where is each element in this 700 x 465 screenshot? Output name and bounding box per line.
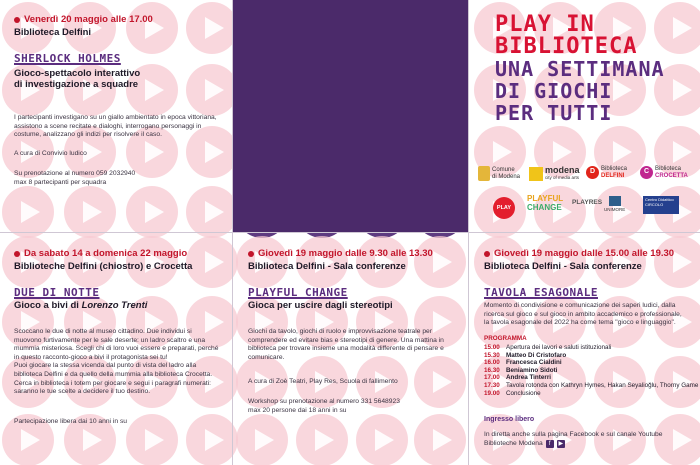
- headline-line-2: BIBLIOTECA: [495, 34, 638, 59]
- cento-logo: Centro Didattico CIRCOLO: [643, 196, 679, 214]
- due-di-notte-description: Scoccano le due di notte al museo cittadino. Due individui si muovono furtivamente per le sale deserte: un ladro scaltro e una mummia misteriosa. Scegli chi di loro vuoi essere e preparati, perché in questo racconto-gioco a bivi il protagonista sei tu! Puoi giocare la stessa vicenda dal punto di vista del ladro alla biblioteca Delfini e da quello della mummia alla biblioteca Crocetta. Cerca in biblioteca i totem per giocare e segui i paragrafi numerati: saranno le tue scelte a decidere il tuo destino.: [14, 328, 219, 396]
- play-circle-icon: [296, 414, 348, 465]
- sherlock-date: Venerdì 20 maggio alle 17.00: [14, 14, 153, 25]
- playful-change-logo: PLAYFUL CHANGE: [527, 194, 564, 212]
- due-di-notte-subtitle: Gioco a bivi di Lorenzo Trenti: [14, 300, 148, 311]
- play-circle-icon: [414, 414, 466, 465]
- coat-of-arms-icon: [478, 166, 490, 181]
- programme-row: [484, 359, 698, 367]
- sherlock-booking: Su prenotazione al numero 059 2032940 max 8 partecipanti per squadra: [14, 170, 136, 186]
- info-panel: [232, 0, 468, 232]
- ingresso-libero: Ingresso libero: [484, 416, 535, 423]
- due-di-notte-section: Da sabato 14 a domenica 22 maggio Biblioteche Delfini (chiostro) e Crocetta: [14, 248, 193, 272]
- unimore-logo: UNIMORE: [604, 196, 625, 214]
- cover-headline: [495, 14, 695, 124]
- sherlock-description: I partecipanti investigano su un giallo ambientato in epoca vittoriana, assistono a scene recitate e dialoghi, interrogano personaggi in costume, analizzano gli indizi per risolvere il caso.: [14, 114, 217, 139]
- playful-change-curated-by: A cura di Zoè Teatri, Play Res, Scuola di fallimento: [248, 378, 398, 385]
- fold-line-middle: [0, 232, 700, 233]
- bullet-dot-icon: [484, 251, 490, 257]
- programme-time: 16.00: [484, 359, 500, 367]
- play-circle-icon: [64, 186, 116, 238]
- sherlock-section: [14, 14, 153, 38]
- playful-change-section: Giovedì 19 maggio dalle 9.30 alle 13.30 Biblioteca Delfini - Sala conferenze: [248, 248, 433, 272]
- sherlock-venue: Biblioteca Delfini: [14, 27, 92, 38]
- play-circle-icon: [186, 2, 238, 54]
- programme-description: Tavola rotonda con Kathryn Hymes, Hakan Seyalioğlu, Thorny Game: [506, 381, 699, 389]
- playful-change-workshop: Workshop su prenotazione al numero 331 5648923 max 20 persone dai 18 anni in su: [248, 398, 400, 414]
- playful-change-title: PLAYFUL CHANGE: [248, 286, 348, 299]
- programme-description: Apertura dei lavori e saluti istituzionali: [506, 344, 612, 351]
- programme-row: [484, 352, 698, 360]
- bullet-dot-icon: [14, 251, 20, 257]
- sherlock-subtitle: Gioco-spettacolo interattivo di investigazione a squadre: [14, 68, 141, 90]
- programme-list: [484, 344, 698, 397]
- programme-row: [484, 390, 698, 398]
- headline-line-3: UNA SETTIMANA: [495, 57, 665, 81]
- tavola-section: Giovedì 19 maggio dalle 15.00 alle 19.30 Biblioteca Delfini - Sala conferenze: [484, 248, 675, 272]
- programme-description: Andrea Tinterri: [506, 374, 552, 382]
- programme-description: Francesca Cialdini: [506, 359, 562, 367]
- comune-modena-logo: Comune di Modena: [478, 166, 520, 181]
- tavola-title: TAVOLA ESAGONALE: [484, 286, 598, 299]
- sherlock-curated-by: A cura di Convivio ludico: [14, 150, 87, 157]
- playful-change-description: Giochi da tavolo, giochi di ruolo e improvvisazione teatrale per comprendere ed evitare bias e stereotipi di genere. Una mattina in biblioteca per trovare insieme una modalità differente di pensare e comunicare.: [248, 328, 444, 361]
- play-circle-icon: [126, 186, 178, 238]
- programme-time: 15.00: [484, 344, 500, 351]
- crocetta-c-icon: C: [640, 166, 653, 179]
- play-circle-icon: [414, 356, 466, 408]
- unimore-mark-icon: [609, 196, 621, 206]
- modena-mark-icon: [529, 167, 543, 181]
- programme-description: Beniamino Sidoti: [506, 366, 558, 374]
- bullet-dot-icon: [14, 17, 20, 23]
- play-circle-icon: [186, 186, 238, 238]
- play-circle-icon: [236, 414, 288, 465]
- playres-logo: PLAYRES: [572, 199, 603, 206]
- headline-line-4: DI GIOCHI: [495, 79, 613, 103]
- programme-time: 16.30: [484, 366, 500, 374]
- sherlock-title: SHERLOCK HOLMES: [14, 52, 121, 65]
- play-logo: PLAY: [493, 197, 515, 219]
- programme-time: 17.30: [484, 381, 500, 389]
- play-circle-icon: [186, 64, 238, 116]
- programme-time: 15.30: [484, 351, 500, 359]
- play-circle-icon: [186, 236, 238, 288]
- programme-label: PROGRAMMA: [484, 335, 527, 342]
- programme-row: [484, 344, 698, 352]
- play-circle-icon: [126, 414, 178, 465]
- headline-line-5: PER TUTTI: [495, 101, 613, 125]
- play-circle-icon: [186, 414, 238, 465]
- live-info: In diretta anche sulla pagina Facebook e sul canale Youtube Biblioteche Modena f ▶: [484, 431, 663, 447]
- play-circle-icon: [2, 186, 54, 238]
- facebook-icon[interactable]: f: [546, 440, 554, 448]
- programme-description: Conclusione: [506, 389, 541, 397]
- programme-row: [484, 374, 698, 382]
- crocetta-logo: C Biblioteca CROCETTA: [640, 166, 688, 179]
- bullet-dot-icon: [248, 251, 254, 257]
- due-di-notte-title: DUE DI NOTTE: [14, 286, 100, 299]
- delfini-logo: D Biblioteca DELFINI: [586, 166, 627, 179]
- programme-row: [484, 367, 698, 375]
- programme-time: 17.00: [484, 374, 500, 382]
- play-circle-icon: [356, 414, 408, 465]
- youtube-icon[interactable]: ▶: [558, 440, 564, 447]
- playful-change-subtitle: Gioca per uscire dagli stereotipi: [248, 300, 393, 311]
- delfini-d-icon: D: [586, 166, 599, 179]
- programme-description: Matteo Di Cristofaro: [506, 351, 567, 359]
- programme-row: [484, 382, 698, 390]
- headline-line-1: PLAY IN: [495, 12, 595, 37]
- tavola-description: Momento di condivisione e comunicazione dei saperi ludici, dalla ricerca sul gioco e sul gioco in ambito accademico e professionale, la tavola esagonale del 2022 ha come tema "gioco e linguaggio".: [484, 302, 682, 327]
- due-di-notte-participation: Partecipazione libera dai 10 anni in su: [14, 418, 128, 425]
- modena-city-logo: modena city of media arts: [529, 166, 580, 182]
- programme-time: 19.00: [484, 389, 500, 397]
